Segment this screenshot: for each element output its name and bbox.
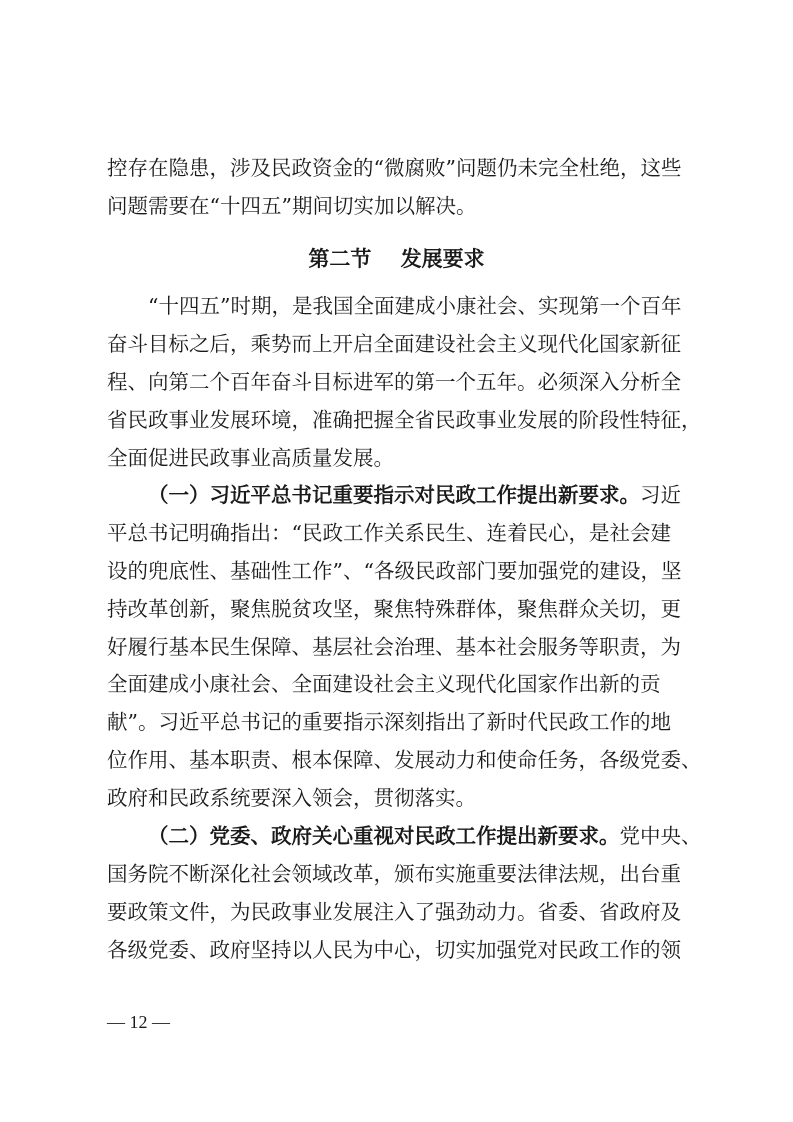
text-line: 奋斗目标之后，乘势而上开启全面建设社会主义现代化国家新征 [107,332,681,356]
text-line: 献”。习近平总书记的重要指示深刻指出了新时代民政工作的地 [107,710,671,734]
text-line: 政府和民政系统要深入领会，贯彻落实。 [107,786,476,810]
text-line: 持改革创新，聚焦脱贫攻坚，聚焦特殊群体，聚焦群众关切，更 [107,597,681,621]
text-line: 位作用、基本职责、根本保障、发展动力和使命任务，各级党委、 [107,748,702,772]
text-line: 要政策文件，为民政事业发展注入了强劲动力。省委、省政府及 [107,900,681,924]
paragraph-heading: （一）习近平总书记重要指示对民政工作提出新要求。 [148,483,640,507]
text-line: 程、向第二个百年奋斗目标进军的第一个五年。必须深入分析全 [107,370,681,394]
text-line: 好履行基本民生保障、基层社会治理、基本社会服务等职责，为 [107,635,681,659]
page-number: — 12 — [107,1012,170,1032]
text-span: 习近 [640,483,681,507]
text-line: “十四五”时期，是我国全面建成小康社会、实现第一个百年 [148,294,682,318]
paragraph-heading: （二）党委、政府关心重视对民政工作提出新要求。 [148,824,620,848]
text-line: 省民政事业发展环境，准确把握全省民政事业发展的阶段性特征， [107,408,702,432]
text-line: 控存在隐患，涉及民政资金的“微腐败”问题仍未完全杜绝，这些 [107,156,682,180]
text-line: 平总书记明确指出：“民政工作关系民生、连着民心，是社会建 [107,521,671,545]
text-line [148,826,702,850]
text-line: 全面促进民政事业高质量发展。 [107,446,394,470]
section-title: 第二节 发展要求 [308,246,485,271]
text-line: 设的兜底性、基础性工作”、“各级民政部门要加强党的建设，坚 [107,559,682,583]
text-line: 全面建成小康社会、全面建设社会主义现代化国家作出新的贡 [107,672,661,696]
text-line: 国务院不断深化社会领域改革，颁布实施重要法律法规，出台重 [107,862,681,886]
text-line [148,485,681,509]
text-line: 各级党委、政府坚持以人民为中心，切实加强党对民政工作的领 [107,938,681,962]
text-span: 党中央、 [619,824,702,848]
text-line: 问题需要在“十四五”期间切实加以解决。 [107,194,477,218]
